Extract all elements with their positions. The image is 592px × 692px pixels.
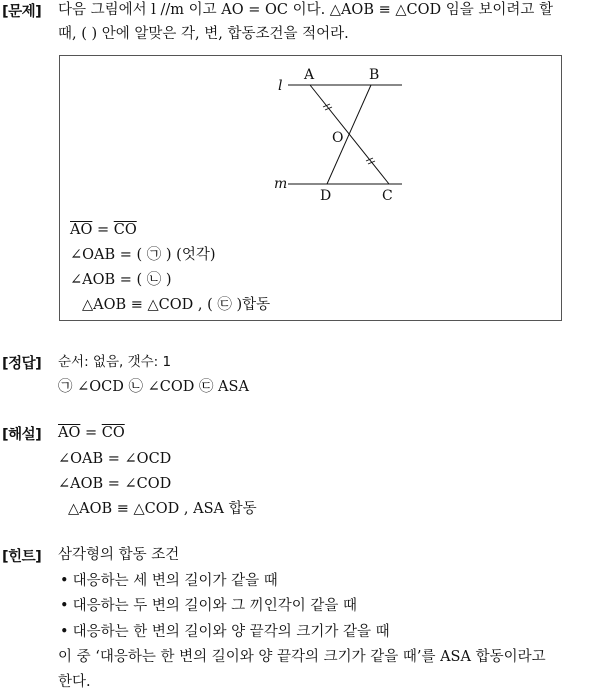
answer-tag: [정답] (2, 356, 42, 372)
hint-summary-line-1: 이 중 ‘대응하는 한 변의 길이와 양 끝각의 크기가 같을 때’를 ASA 합동이라고 (58, 649, 546, 665)
segment-CO: $\overline{CO}$ (101, 425, 125, 441)
segment-AO: $\overline{AO}$ (58, 425, 81, 441)
equals-sign: = (92, 222, 114, 238)
equals-sign: = (80, 425, 102, 441)
bullet-icon: • (60, 573, 69, 589)
hint-bullet-text: 대응하는 두 변의 길이와 그 끼인각이 같을 때 (72, 598, 357, 614)
step-2: ∠OAB = ( ㉠ ) (엇각) (70, 247, 216, 263)
figure-box (59, 55, 562, 321)
solution-line-3: ∠AOB = ∠COD (58, 476, 172, 492)
problem-statement-line-1: 다음 그림에서 l //m 이고 AO = OC 이다. △AOB ≡ △COD 임을 보이려고 할 (58, 2, 553, 18)
hint-bullet-text: 대응하는 세 변의 길이가 같을 때 (72, 573, 278, 589)
label-l: l (278, 78, 283, 94)
bullet-icon: • (60, 624, 69, 640)
hint-bullet-3 (60, 622, 390, 642)
solution-line-1 (58, 423, 125, 443)
step-4: △AOB ≡ △COD , ( ㉢ )합동 (82, 297, 271, 313)
label-D: D (320, 188, 332, 204)
hint-summary-line-2: 한다. (58, 674, 91, 690)
hint-title: 삼각형의 합동 조건 (58, 547, 180, 563)
problem-tag: [문제] (2, 4, 42, 20)
solution-line-4: △AOB ≡ △COD , ASA 합동 (68, 501, 257, 517)
segment-CO: $\overline{CO}$ (113, 222, 137, 238)
hint-bullet-2 (60, 596, 357, 616)
solution-line-2: ∠OAB = ∠OCD (58, 451, 172, 467)
label-m: m (274, 176, 288, 192)
step-1 (70, 220, 137, 240)
step-3: ∠AOB = ( ㉡ ) (70, 272, 172, 288)
solution-tag: [해설] (2, 427, 42, 443)
label-O: O (332, 130, 344, 146)
label-B: B (369, 67, 380, 83)
hint-bullet-text: 대응하는 한 변의 길이와 양 끝각의 크기가 같을 때 (72, 624, 390, 640)
answer-line-2: ㉠ ∠OCD ㉡ ∠COD ㉢ ASA (58, 379, 249, 395)
label-C: C (382, 188, 393, 204)
hint-bullet-1 (60, 571, 278, 591)
problem-statement-line-2: 때, ( ) 안에 알맞은 각, 변, 합동조건을 적어라. (58, 26, 349, 42)
label-A: A (304, 67, 315, 83)
hint-tag: [힌트] (2, 549, 42, 565)
segment-AO: $\overline{AO}$ (70, 222, 93, 238)
bullet-icon: • (60, 598, 69, 614)
answer-line-1: 순서: 없음, 갯수: 1 (58, 354, 172, 370)
